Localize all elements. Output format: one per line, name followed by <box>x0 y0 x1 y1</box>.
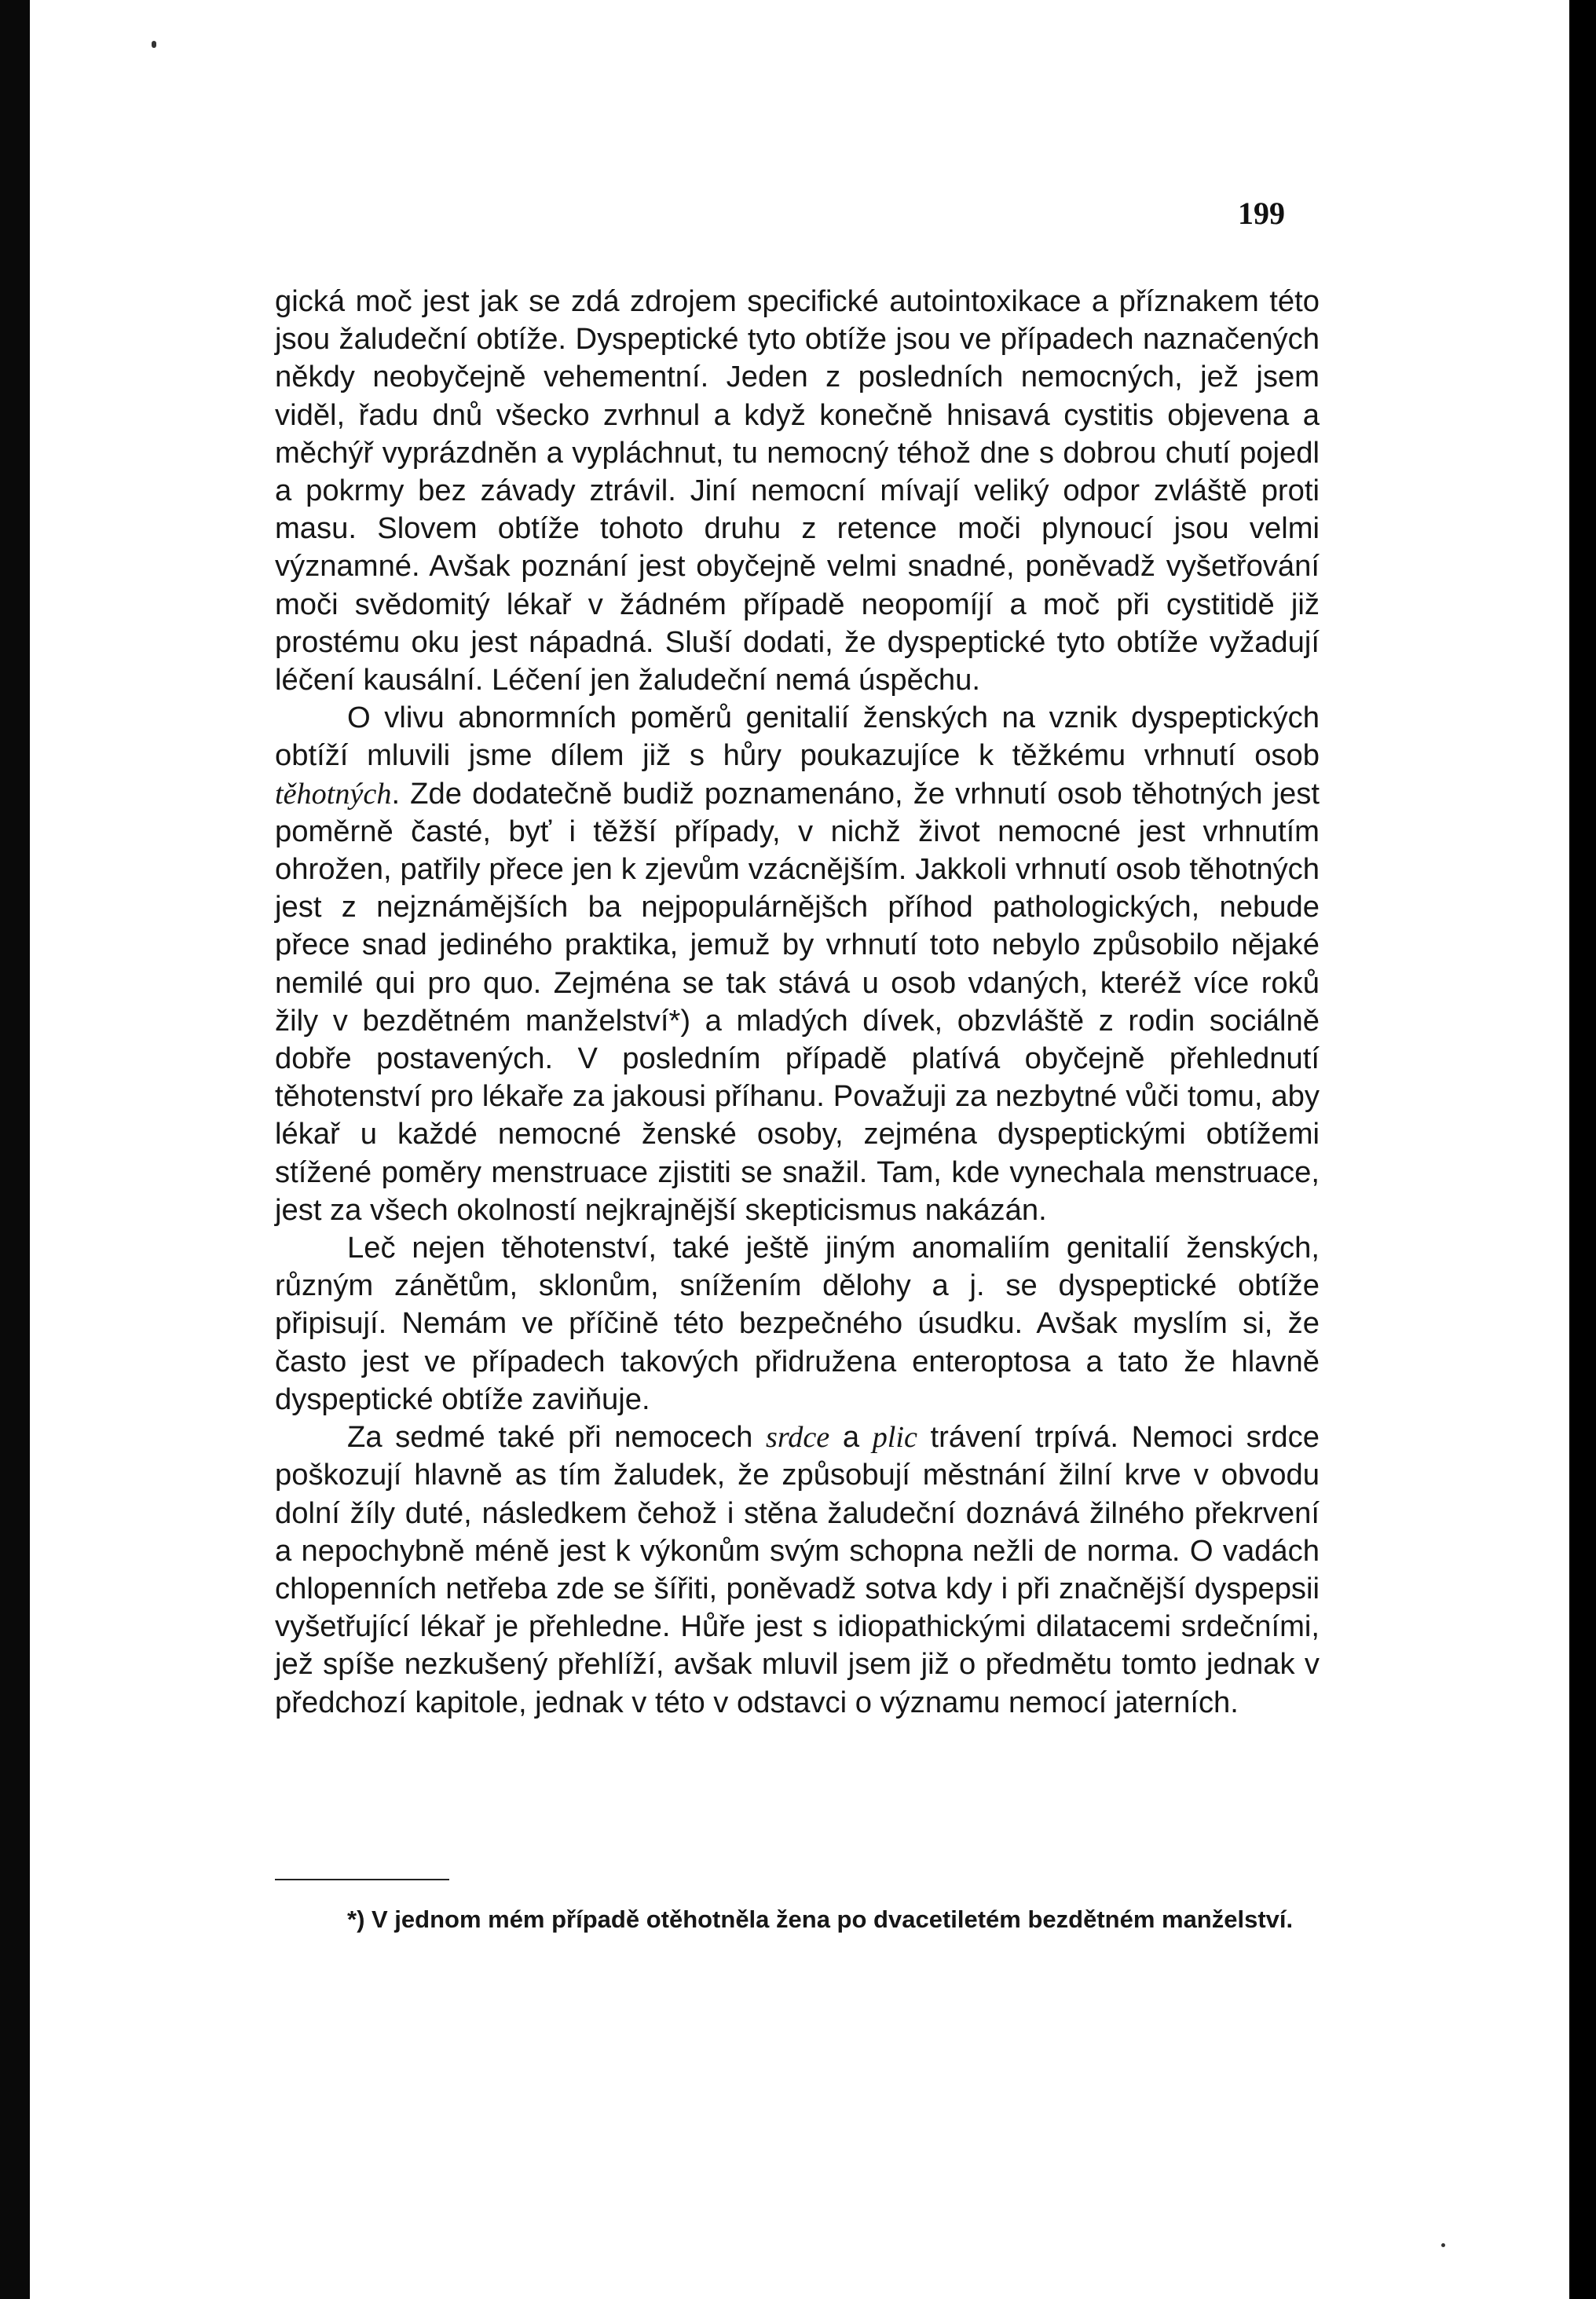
paragraph-3 <box>275 1229 1320 1419</box>
paragraph-2-text-a: O vlivu abnormních poměrů genitalií ženských na vznik dyspeptických obtíží mluvili jsme dílem již s hůry poukazujíce k těžkému vrhnutí osob <box>275 701 1320 773</box>
paragraph-1 <box>275 283 1320 699</box>
paragraph-4-text-c: trávení trpívá. Nemoci srdce poškozují hlavně as tím žaludek, že způsobují městnání žilní krve v obvodu dolní žíly duté, následkem čehož i stěna žaludeční doznává žilného překrvení a nepochybně méně jest k výkonům svým schopna nežli de norma. O vadách chlopenních netřeba zde se šířiti, poněvadž sotva kdy i při značnější dyspepsii vyšetřující lékař je přehledne. Hůře jest s idiopathickými dilatacemi srdečními, jež spíše nezkušený přehlíží, avšak mluvil jsem již o předmětu tomto jednak v předchozí kapitole, jednak v této v odstavci o významu nemocí jaterních. <box>275 1420 1320 1719</box>
emphasis-plic: plic <box>872 1421 917 1455</box>
paragraph-2 <box>275 699 1320 1229</box>
body-text <box>275 283 1320 1722</box>
paragraph-4 <box>275 1419 1320 1722</box>
paragraph-3-text: Leč nejen těhotenství, také ještě jiným anomaliím genitalií ženských, různým zánětům, sklonům, snížením dělohy a j. se dyspeptické obtíže připisují. Nemám ve příčině této bezpečného úsudku. Avšak myslím si, že často jest ve případech takových přidružena enteroptosa a tato že hlavně dyspeptické obtíže zaviňuje. <box>275 1231 1320 1416</box>
paragraph-4-text-a: Za sedmé také při nemocech <box>347 1420 766 1455</box>
scan-speck <box>1441 2243 1445 2247</box>
paragraph-1-text: gická moč jest jak se zdá zdrojem specifické autointoxikace a příznakem této jsou žaludeční obtíže. Dyspeptické tyto obtíže jsou ve případech naznačených někdy neobyčejně vehementní. Jeden z posledních nemocných, jež jsem viděl, řadu dnů všecko zvrhnul a když konečně hnisavá cystitis objevena a měchýř vyprázdněn a vypláchnut, tu nemocný téhož dne s dobrou chutí pojedl a pokrmy bez závady ztrávil. Jiní nemocní mívají veliký odpor zvláště proti masu. Slovem obtíže tohoto druhu z retence moči plynoucí jsou velmi významné. Avšak poznání jest obyčejně velmi snadné, poněvadž vyšetřování moči svědomitý lékař v žádném případě neopomíjí a moč při cystitidě již prostému oku jest nápadná. Sluší dodati, že dyspeptické tyto obtíže vyžadují léčení kausální. Léčení jen žaludeční nemá úspěchu. <box>275 284 1320 697</box>
footnote-divider <box>275 1879 449 1880</box>
emphasis-tehotnych: těhotných <box>275 777 392 811</box>
footnote: *) V jednom mém případě otěhotněla žena po dvacetiletém bezdětném manželství. <box>347 1905 1294 1933</box>
scan-speck <box>152 41 156 48</box>
emphasis-srdce: srdce <box>765 1421 830 1455</box>
page-number: 199 <box>1238 196 1285 231</box>
paragraph-2-text-b: . Zde dodatečně budiž poznamenáno, že vrhnutí osob těhotných jest poměrně časté, byť i těžší případy, v nichž život nemocné jest vrhnutím ohrožen, patřily přece jen k zjevům vzácnějším. Jakkoli vrhnutí osob těhotných jest z nejznámějších ba nejpopulárnějšch příhod pathologických, nebude přece snad jediného praktika, jemuž by vrhnutí toto nebylo způsobilo nějaké nemilé qui pro quo. Zejména se tak stává u osob vdaných, kteréž více roků žily v bezdětném manželství*) a mladých dívek, obzvláště z rodin sociálně dobře postavených. V posledním případě platívá obyčejně přehlednutí těhotenství pro lékaře za jakousi příhanu. Považuji za nezbytné vůči tomu, aby lékař u každé nemocné ženské osoby, zejména dyspeptickými obtížemi stížené poměry menstruace zjistiti se snažil. Tam, kde vynechala menstruace, jest za všech okolností nejkrajnější skepticismus nakázán. <box>275 776 1320 1227</box>
paragraph-4-text-b: a <box>829 1420 873 1455</box>
